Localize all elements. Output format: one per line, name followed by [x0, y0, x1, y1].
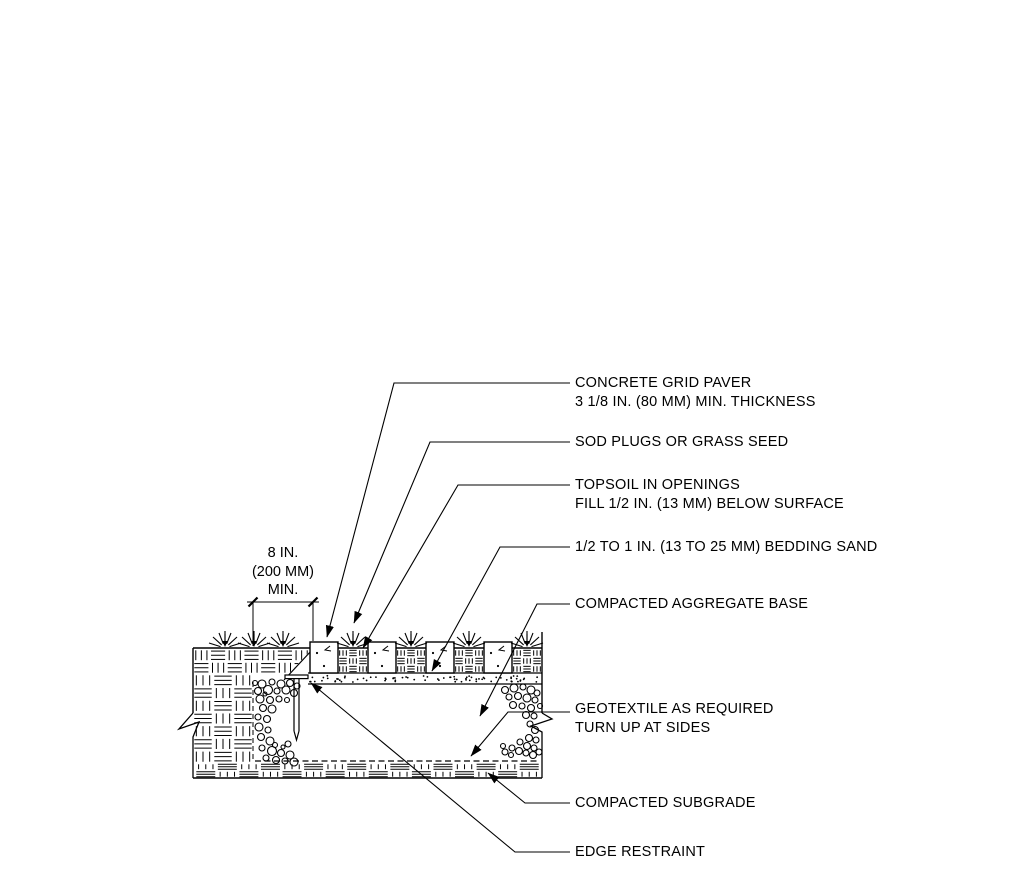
- leader-geotextile: [471, 712, 570, 756]
- leader-sod-plugs: [354, 442, 570, 623]
- soil-hatch: [194, 675, 251, 761]
- label-aggregate-base: COMPACTED AGGREGATE BASE: [575, 596, 809, 612]
- leader-concrete-grid-paver: [327, 383, 570, 637]
- bedding-sand-layer: [308, 673, 542, 684]
- gravel-turnup-left: [253, 679, 301, 766]
- dimension-label: 8 IN. (200 MM) MIN.: [251, 545, 315, 598]
- leader-topsoil: [363, 485, 570, 648]
- label-topsoil: TOPSOIL IN OPENINGS FILL 1/2 IN. (13 MM) BELOW SURFACE: [575, 477, 844, 512]
- edge-restraint-spike: [285, 675, 308, 740]
- gravel-turnup-right: [501, 684, 543, 759]
- label-compacted-subgrade: COMPACTED SUBGRADE: [575, 795, 756, 811]
- label-edge-restraint: EDGE RESTRAINT: [575, 844, 706, 860]
- subgrade-hatch: [196, 764, 538, 777]
- label-bedding-sand: 1/2 TO 1 IN. (13 TO 25 MM) BEDDING SAND: [575, 539, 878, 555]
- label-sod-plugs: SOD PLUGS OR GRASS SEED: [575, 434, 789, 450]
- leader-lines: [311, 383, 570, 852]
- label-concrete-grid-paver: CONCRETE GRID PAVER 3 1/8 IN. (80 MM) MIN. THICKNESS: [575, 375, 816, 410]
- label-geotextile: GEOTEXTILE AS REQUIRED TURN UP AT SIDES: [575, 701, 774, 736]
- leader-edge-restraint: [311, 683, 570, 852]
